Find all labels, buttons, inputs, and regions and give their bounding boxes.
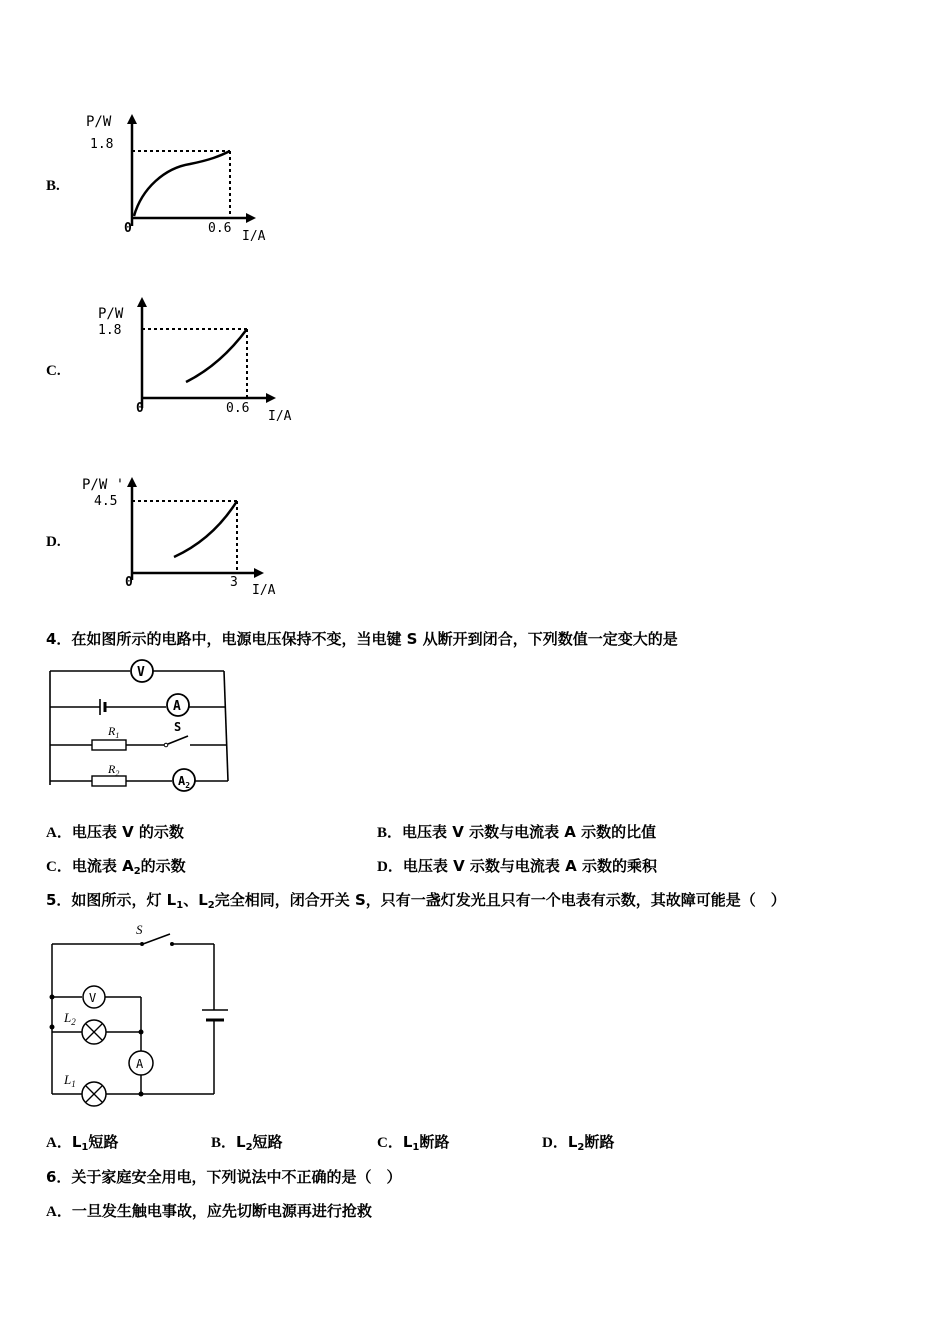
q5-stem: 5．如图所示，灯 $L_1$、$L_2$完全相同，闭合开关 S，只有一盏灯发光且只有一个电表有示数，其故障可能是（ ） — [46, 891, 786, 911]
ymax-tick-label: 4.5 — [94, 494, 118, 509]
resistor-r2 — [92, 776, 126, 786]
q3-option-d-graph — [80, 470, 290, 605]
power-curve — [174, 501, 237, 557]
x-axis-label: I/A — [268, 409, 292, 424]
x-axis-arrow — [266, 393, 276, 403]
q5-option-b[interactable]: B．$L_2$短路 — [211, 1133, 283, 1153]
power-curve — [186, 329, 247, 382]
resistor-r1 — [92, 740, 126, 750]
q3-option-c-letter: C. — [46, 363, 61, 379]
y-axis-label: P/W — [86, 114, 112, 130]
y-axis-arrow — [137, 297, 147, 307]
switch-label: S — [174, 720, 182, 734]
l1-label: $L_1$ — [64, 1072, 76, 1089]
power-curve — [134, 151, 230, 216]
q6-option-a[interactable]: A．一旦发生触电事故，应先切断电源再进行抢救 — [46, 1202, 372, 1220]
q4-option-c[interactable]: C．电流表 $A_2$的示数 — [46, 857, 186, 877]
ammeter-a2-label: $A_2$ — [178, 774, 191, 790]
switch-s — [168, 736, 188, 744]
ymax-tick-label: 1.8 — [90, 137, 114, 152]
q3-option-b-graph — [80, 108, 280, 248]
x-axis-label: I/A — [252, 583, 276, 598]
q4-stem: 4．在如图所示的电路中，电源电压保持不变，当电键 S 从断开到闭合，下列数值一定变大的是 — [46, 630, 678, 648]
q4-circuit-diagram — [44, 655, 244, 795]
xmax-tick-label: 3 — [230, 575, 238, 590]
ammeter-label: A — [136, 1057, 144, 1071]
y-axis-label: P/W — [98, 306, 124, 322]
q3-option-b-letter: B. — [46, 178, 60, 194]
q6-stem: 6．关于家庭安全用电，下列说法中不正确的是（ ） — [46, 1168, 402, 1186]
q5-option-c[interactable]: C．$L_1$断路 — [377, 1133, 450, 1153]
x-axis-label: I/A — [242, 229, 266, 244]
y-axis-arrow — [127, 114, 137, 124]
origin-label: 0 — [125, 575, 133, 590]
q4-option-d[interactable]: D．电压表 V 示数与电流表 A 示数的乘积 — [377, 857, 657, 875]
x-axis-arrow — [254, 568, 264, 578]
q5-option-d[interactable]: D．$L_2$断路 — [542, 1133, 615, 1153]
x-axis-arrow — [246, 213, 256, 223]
y-axis-arrow — [127, 477, 137, 487]
xmax-tick-label: 0.6 — [226, 401, 250, 416]
ymax-tick-label: 1.8 — [98, 323, 122, 338]
ammeter-a-label: A — [173, 699, 181, 714]
xmax-tick-label: 0.6 — [208, 221, 232, 236]
q5-option-a[interactable]: A．$L_1$短路 — [46, 1133, 119, 1153]
voltmeter-label: V — [137, 665, 145, 680]
l2-label: $L_2$ — [64, 1010, 76, 1027]
origin-label: 0 — [124, 221, 132, 236]
r1-label: $R_1$ — [108, 724, 120, 740]
r2-label: $R_2$ — [108, 762, 120, 778]
q3-option-c-graph — [90, 290, 300, 430]
voltmeter-label: V — [89, 991, 97, 1005]
switch-s — [143, 934, 170, 944]
q5-circuit-diagram — [44, 916, 244, 1116]
q4-option-a[interactable]: A．电压表 V 的示数 — [46, 823, 184, 841]
switch-label: S — [136, 922, 143, 937]
origin-label: 0 — [136, 401, 144, 416]
q3-option-d-letter: D. — [46, 534, 61, 550]
q4-option-b[interactable]: B．电压表 V 示数与电流表 A 示数的比值 — [377, 823, 657, 841]
y-axis-label: P/W ' — [82, 477, 125, 493]
